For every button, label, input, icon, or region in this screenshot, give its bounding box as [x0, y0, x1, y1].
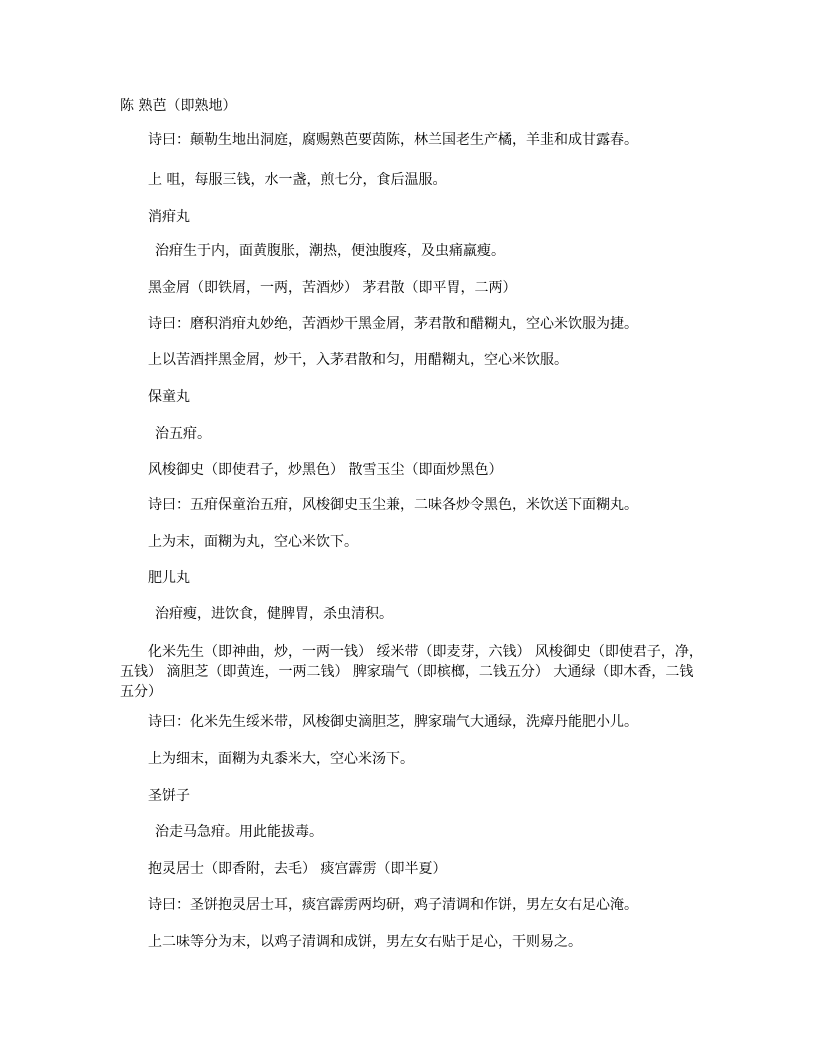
section-heading: 肥儿丸: [148, 570, 190, 586]
text-line: 风梭御史（即使君子，炒黑色） 散雪玉尘（即面炒黑色）: [148, 462, 503, 478]
text-line: 诗曰：化米先生绥米带，风梭御史滴胆芝，脾家瑞气大通绿，洗瘴丹能肥小儿。: [148, 714, 638, 730]
text-line: 诗曰：颠勒生地出洞庭，腐赐熟芭要茵陈，林兰国老生产橘，羊韭和成甘露春。: [148, 132, 638, 148]
text-line: 诗曰：磨积消疳丸妙绝，苦酒炒干黑金屑，茅君散和醋糊丸，空心米饮服为捷。: [148, 316, 638, 332]
text-line: 诗曰：圣饼抱灵居士耳，痰宫霹雳两均研，鸡子清调和作饼，男左女右足心淹。: [148, 897, 638, 913]
text-line: 上以苦酒拌黑金屑，炒干，入茅君散和匀，用醋糊丸，空心米饮服。: [148, 352, 568, 368]
text-line: 陈 熟芭（即熟地）: [120, 98, 237, 114]
text-line: 诗曰：五疳保童治五疳，风梭御史玉尘兼，二味各炒令黑色，米饮送下面糊丸。: [148, 497, 638, 513]
text-line: 治五疳。: [155, 426, 211, 442]
text-line: 治疳瘦，进饮食，健脾胃，杀虫清积。: [155, 606, 393, 622]
text-line: 上为末，面糊为丸，空心米饮下。: [148, 534, 358, 550]
text-line: 治走马急疳。用此能拔毒。: [155, 824, 323, 840]
text-line: 治疳生于内，面黄腹胀，潮热，便浊腹疼，及虫痛羸瘦。: [155, 243, 505, 259]
text-line: 上为细末，面糊为丸黍米大，空心米汤下。: [148, 751, 414, 767]
text-line: 上二味等分为末，以鸡子清调和成饼，男左女右贴于足心，干则易之。: [148, 934, 582, 950]
section-heading: 保童丸: [148, 389, 190, 405]
text-line: 上 咀，每服三钱，水一盏，煎七分，食后温服。: [148, 172, 447, 188]
text-line: 黑金屑（即铁屑，一两，苦酒炒） 茅君散（即平胃，二两）: [148, 280, 517, 296]
section-heading: 消疳丸: [148, 209, 190, 225]
text-paragraph: 化米先生（即神曲，炒，一两一钱） 绥米带（即麦芽，六钱） 风梭御史（即使君子，净，五钱） 滴胆芝（即黄连，一两二钱） 脾家瑞气（即槟榔，二钱五分） 大通绿（即木香，二钱五分）: [120, 644, 703, 700]
text-line: 抱灵居士（即香附，去毛） 痰宫霹雳（即半夏）: [148, 861, 447, 877]
section-heading: 圣饼子: [148, 788, 190, 804]
